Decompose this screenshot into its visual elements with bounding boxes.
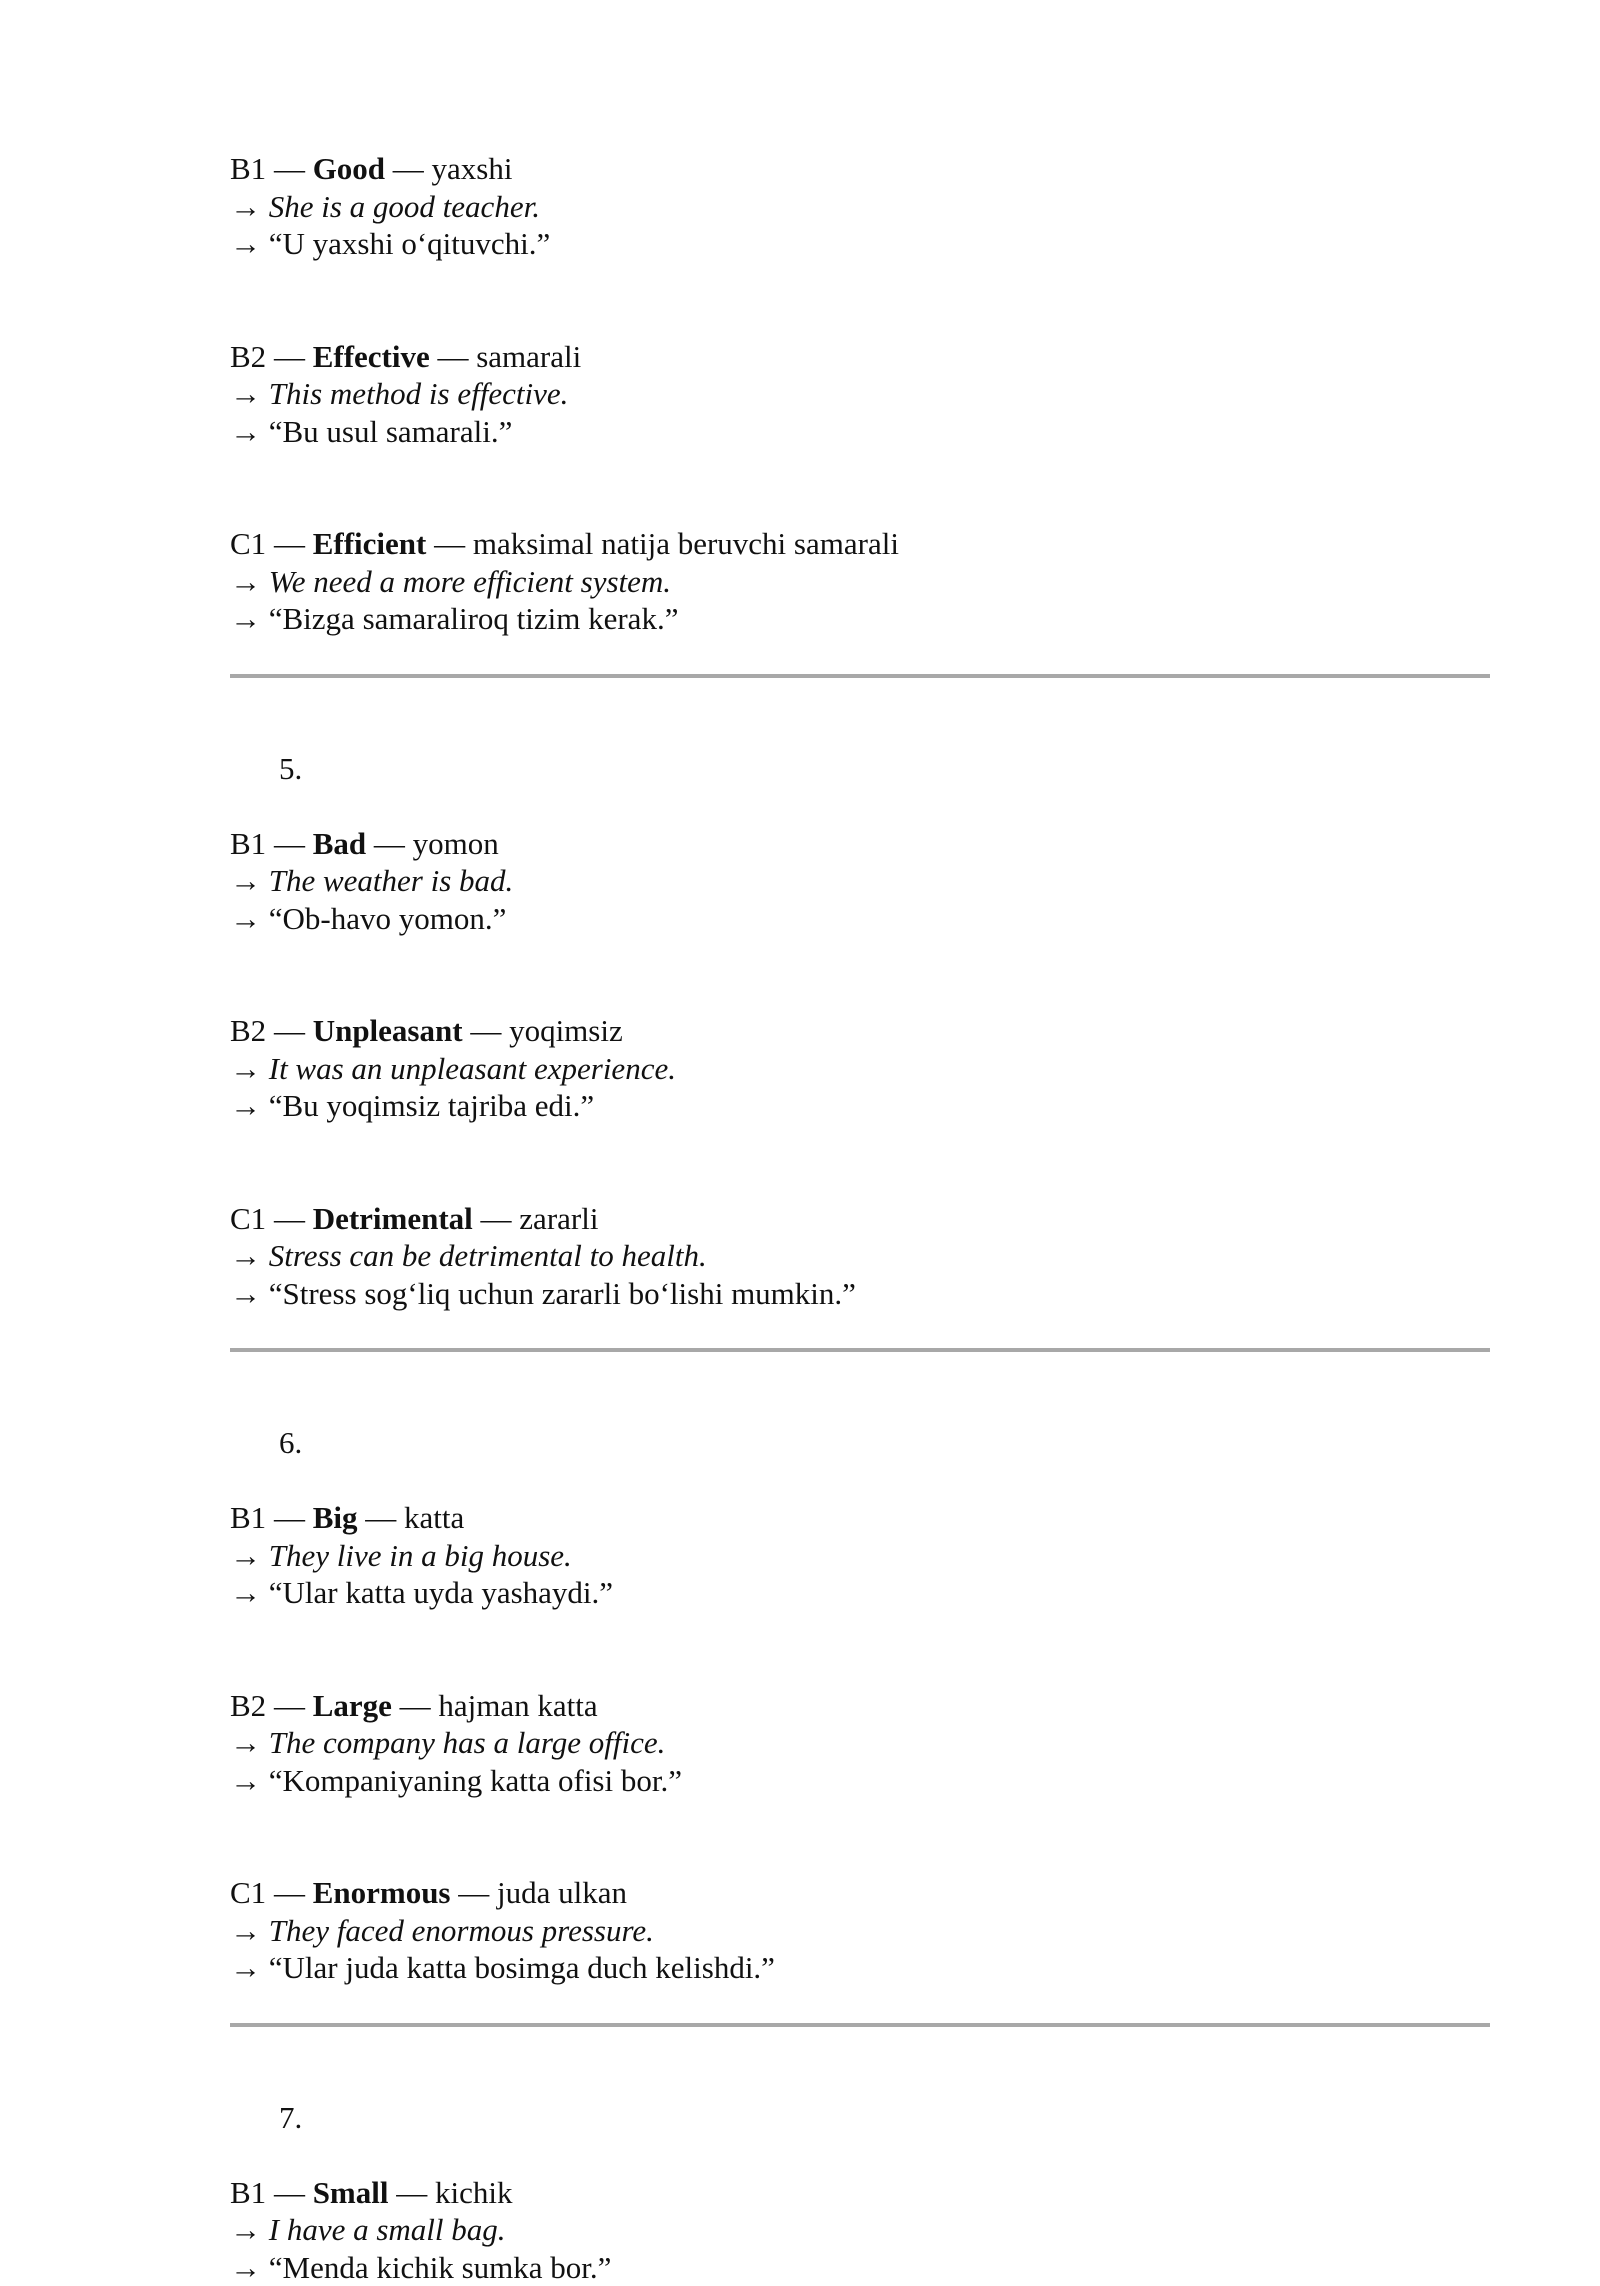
example-line (230, 1912, 1490, 1950)
entry-spacer (230, 937, 1490, 1012)
translation-line (230, 600, 1490, 638)
vocab-entry (230, 1499, 1490, 1612)
translation-sentence: “Stress sog‘liq uchun zararli bo‘lishi mumkin.” (269, 1276, 856, 1311)
translation-line (230, 1087, 1490, 1125)
translation-line (230, 413, 1490, 451)
section-number: 6. (230, 1424, 1490, 1462)
entry-spacer (230, 1612, 1490, 1687)
example-sentence: We need a more efficient system. (269, 564, 671, 599)
translation-sentence: “Menda kichik sumka bor.” (269, 2250, 612, 2285)
dash: — (274, 1201, 305, 1236)
translation-sentence: “Ob-havo yomon.” (269, 901, 507, 936)
example-sentence: They live in a big house. (269, 1538, 572, 1573)
dash: — (437, 339, 468, 374)
uzbek-meaning: kichik (435, 2175, 513, 2210)
translation-line (230, 225, 1490, 263)
section-number: 5. (230, 750, 1490, 788)
vocab-entry (230, 1200, 1490, 1313)
vocab-section (230, 1424, 1490, 2027)
arrow-icon: → (230, 2212, 261, 2247)
vocab-section (230, 750, 1490, 1353)
translation-line (230, 1949, 1490, 1987)
uzbek-meaning: yoqimsiz (509, 1013, 623, 1048)
entry-heading (230, 338, 1490, 376)
example-line (230, 862, 1490, 900)
entry-heading (230, 1874, 1490, 1912)
headword: Effective (313, 339, 430, 374)
arrow-icon: → (230, 1725, 261, 1760)
arrow-icon: → (230, 2250, 261, 2285)
translation-sentence: “Bu usul samarali.” (269, 414, 513, 449)
document-page (230, 150, 1490, 2286)
cefr-level: B2 (230, 339, 266, 374)
vocab-entry (230, 150, 1490, 263)
example-sentence: It was an unpleasant experience. (269, 1051, 676, 1086)
dash: — (274, 151, 305, 186)
arrow-icon: → (230, 901, 261, 936)
example-sentence: Stress can be detrimental to health. (269, 1238, 707, 1273)
entry-spacer (230, 1799, 1490, 1874)
example-line (230, 1237, 1490, 1275)
arrow-icon: → (230, 1238, 261, 1273)
headword: Good (313, 151, 385, 186)
example-sentence: They faced enormous pressure. (269, 1913, 654, 1948)
example-sentence: I have a small bag. (269, 2212, 506, 2247)
arrow-icon: → (230, 564, 261, 599)
arrow-icon: → (230, 189, 261, 224)
cefr-level: B1 (230, 151, 266, 186)
dash: — (274, 826, 305, 861)
entry-spacer (230, 450, 1490, 525)
example-line (230, 1724, 1490, 1762)
vocab-entry (230, 2174, 1490, 2286)
example-sentence: This method is effective. (269, 376, 569, 411)
arrow-icon: → (230, 414, 261, 449)
entry-spacer (230, 1125, 1490, 1200)
dash: — (458, 1875, 489, 1910)
dash: — (374, 826, 405, 861)
horizontal-rule (230, 2023, 1490, 2027)
translation-sentence: “Ular juda katta bosimga duch kelishdi.” (269, 1950, 775, 1985)
uzbek-meaning: juda ulkan (497, 1875, 627, 1910)
translation-line (230, 900, 1490, 938)
arrow-icon: → (230, 1913, 261, 1948)
headword: Large (313, 1688, 392, 1723)
arrow-icon: → (230, 1276, 261, 1311)
dash: — (396, 2175, 427, 2210)
example-sentence: The weather is bad. (269, 863, 514, 898)
translation-line (230, 2249, 1490, 2286)
dash: — (274, 1875, 305, 1910)
arrow-icon: → (230, 1088, 261, 1123)
translation-sentence: “U yaxshi o‘qituvchi.” (269, 226, 551, 261)
uzbek-meaning: yomon (413, 826, 499, 861)
entry-heading (230, 825, 1490, 863)
entry-heading (230, 525, 1490, 563)
example-line (230, 1537, 1490, 1575)
horizontal-rule (230, 674, 1490, 678)
dash: — (274, 526, 305, 561)
dash: — (274, 1500, 305, 1535)
dash: — (400, 1688, 431, 1723)
example-line (230, 1050, 1490, 1088)
example-sentence: The company has a large office. (269, 1725, 666, 1760)
dash: — (393, 151, 424, 186)
dash: — (470, 1013, 501, 1048)
arrow-icon: → (230, 1051, 261, 1086)
uzbek-meaning: samarali (476, 339, 581, 374)
translation-sentence: “Bizga samaraliroq tizim kerak.” (269, 601, 679, 636)
dash: — (365, 1500, 396, 1535)
example-line (230, 563, 1490, 601)
translation-line (230, 1275, 1490, 1313)
example-line (230, 2211, 1490, 2249)
uzbek-meaning: yaxshi (432, 151, 513, 186)
arrow-icon: → (230, 601, 261, 636)
cefr-level: C1 (230, 1875, 266, 1910)
translation-sentence: “Bu yoqimsiz tajriba edi.” (269, 1088, 594, 1123)
entry-spacer (230, 263, 1490, 338)
dash: — (274, 2175, 305, 2210)
horizontal-rule (230, 1348, 1490, 1352)
dash: — (274, 339, 305, 374)
headword: Small (313, 2175, 389, 2210)
uzbek-meaning: zararli (519, 1201, 598, 1236)
vocab-entry (230, 1687, 1490, 1800)
example-line (230, 375, 1490, 413)
dash: — (434, 526, 465, 561)
vocab-entry (230, 525, 1490, 638)
entry-heading (230, 1012, 1490, 1050)
cefr-level: B1 (230, 826, 266, 861)
cefr-level: B2 (230, 1013, 266, 1048)
cefr-level: B1 (230, 2175, 266, 2210)
arrow-icon: → (230, 1575, 261, 1610)
arrow-icon: → (230, 1763, 261, 1798)
arrow-icon: → (230, 376, 261, 411)
entry-heading (230, 2174, 1490, 2212)
vocab-entry (230, 825, 1490, 938)
vocab-section (230, 2099, 1490, 2286)
arrow-icon: → (230, 1538, 261, 1573)
translation-line (230, 1762, 1490, 1800)
dash: — (274, 1688, 305, 1723)
headword: Unpleasant (313, 1013, 463, 1048)
cefr-level: C1 (230, 526, 266, 561)
arrow-icon: → (230, 863, 261, 898)
uzbek-meaning: hajman katta (438, 1688, 597, 1723)
arrow-icon: → (230, 1950, 261, 1985)
uzbek-meaning: katta (404, 1500, 464, 1535)
headword: Big (313, 1500, 358, 1535)
cefr-level: C1 (230, 1201, 266, 1236)
vocab-section (230, 150, 1490, 678)
headword: Detrimental (313, 1201, 473, 1236)
dash: — (274, 1013, 305, 1048)
translation-sentence: “Ular katta uyda yashaydi.” (269, 1575, 613, 1610)
vocab-entry (230, 1012, 1490, 1125)
entry-heading (230, 1200, 1490, 1238)
arrow-icon: → (230, 226, 261, 261)
example-sentence: She is a good teacher. (269, 189, 540, 224)
entry-heading (230, 1687, 1490, 1725)
vocab-entry (230, 338, 1490, 451)
headword: Bad (313, 826, 366, 861)
headword: Enormous (313, 1875, 451, 1910)
entry-heading (230, 150, 1490, 188)
cefr-level: B2 (230, 1688, 266, 1723)
section-number: 7. (230, 2099, 1490, 2137)
example-line (230, 188, 1490, 226)
translation-sentence: “Kompaniyaning katta ofisi bor.” (269, 1763, 682, 1798)
cefr-level: B1 (230, 1500, 266, 1535)
dash: — (481, 1201, 512, 1236)
headword: Efficient (313, 526, 427, 561)
entry-heading (230, 1499, 1490, 1537)
translation-line (230, 1574, 1490, 1612)
uzbek-meaning: maksimal natija beruvchi samarali (473, 526, 899, 561)
vocab-entry (230, 1874, 1490, 1987)
